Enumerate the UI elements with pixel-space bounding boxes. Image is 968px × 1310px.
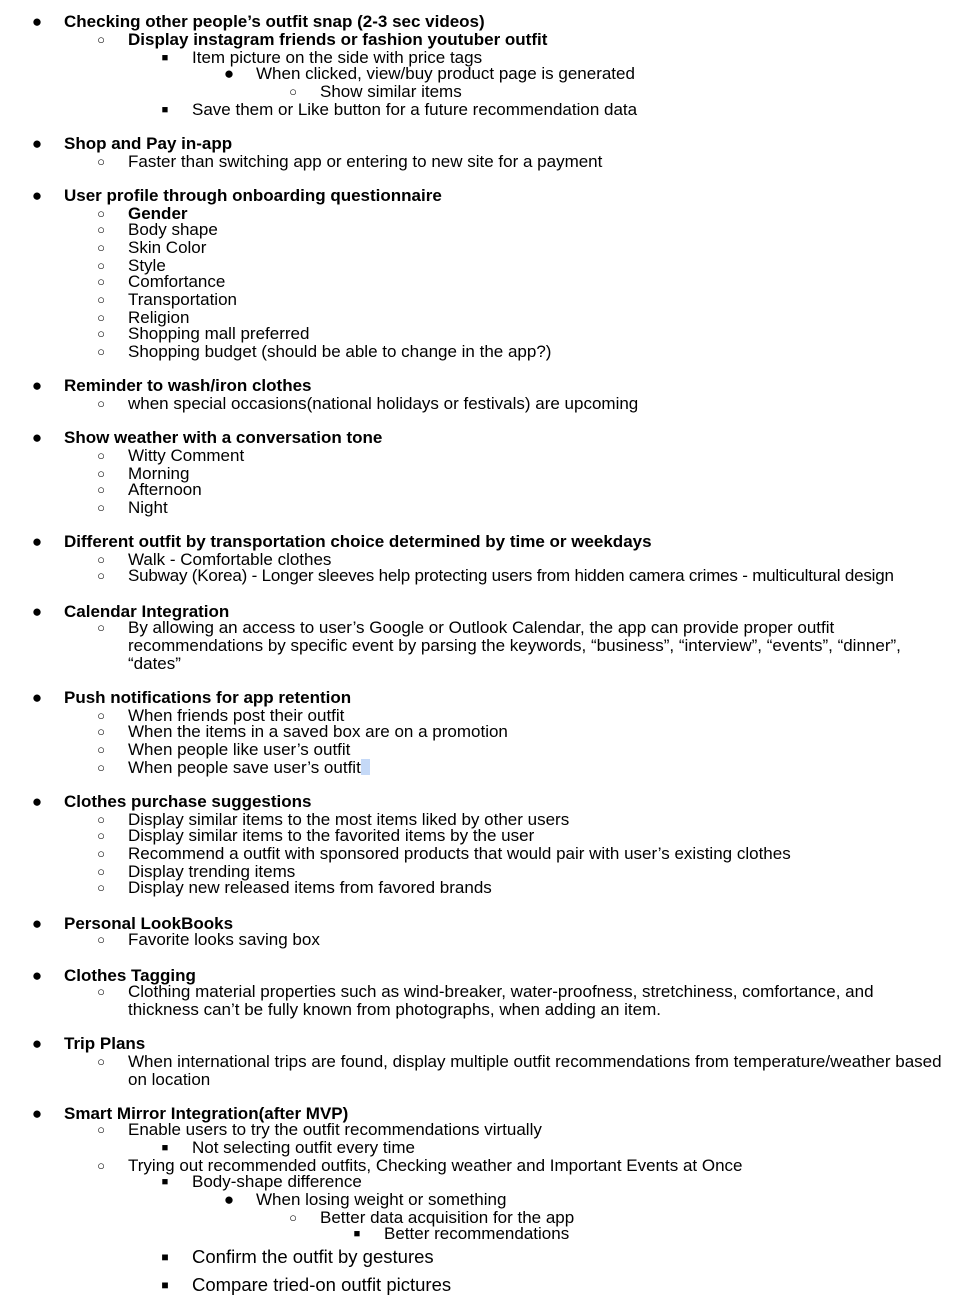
list-item: When people like user’s outfit [128,740,351,759]
circle-bullet-icon: ○ [97,1054,105,1069]
list-item: Comfortance [128,272,226,291]
list-item: Morning [128,464,190,483]
square-bullet-icon: ■ [161,104,169,116]
list-item: Recommend a outfit with sponsored products that would pair with user’s existing clothes [128,844,791,863]
disc-bullet-icon: ● [223,64,235,83]
list-item: Display instagram friends or fashion youtuber outfit [128,30,548,49]
circle-bullet-icon: ○ [97,326,105,341]
circle-bullet-icon: ○ [97,258,105,273]
circle-bullet-icon: ○ [97,292,105,307]
list-item: When friends post their outfit [128,706,345,725]
list-item: Walk - Comfortable clothes [128,550,332,569]
list-item: Witty Comment [128,446,245,465]
circle-bullet-icon: ○ [97,344,105,359]
circle-bullet-icon: ○ [97,864,105,879]
disc-bullet-icon: ● [31,792,43,811]
list-item-text: When people save user’s outfit [128,758,361,777]
circle-bullet-icon: ○ [97,828,105,843]
circle-bullet-icon: ○ [97,482,105,497]
section-title: User profile through onboarding questionnaire [64,186,442,205]
section-title: Trip Plans [64,1034,146,1053]
list-item: Show similar items [320,82,462,101]
list-item: By allowing an access to user’s Google or Outlook Calendar, the app can provide proper outfit recommendations by specific event by parsing the keywords, “business”, “interview”, “events”, “dinner”, “dates” [128,618,901,673]
list-item: Trying out recommended outfits, Checking weather and Important Events at Once [128,1156,743,1175]
circle-bullet-icon: ○ [97,448,105,463]
list-item: Transportation [128,290,237,309]
list-item: Clothing material properties such as wind-breaker, water-proofness, stretchiness, comfortance, and thickness can’t be fully known from photographs, when adding an item. [128,982,874,1019]
circle-bullet-icon: ○ [97,984,105,999]
list-item: Confirm the outfit by gestures [192,1246,434,1267]
circle-bullet-icon: ○ [97,32,105,47]
disc-bullet-icon: ● [31,12,43,31]
square-bullet-icon: ■ [161,1250,169,1264]
disc-bullet-icon: ● [31,532,43,551]
list-item: Save them or Like button for a future recommendation data [192,100,638,119]
circle-bullet-icon: ○ [97,760,105,775]
circle-bullet-icon: ○ [97,742,105,757]
list-item: Afternoon [128,480,202,499]
list-item: Style [128,256,166,275]
disc-bullet-icon: ● [31,966,43,985]
list-item: Night [128,498,168,517]
list-item: Body-shape difference [192,1172,362,1191]
circle-bullet-icon: ○ [97,154,105,169]
list-item: When the items in a saved box are on a promotion [128,722,508,741]
list-item: Religion [128,308,190,327]
list-item: Body shape [128,220,218,239]
list-item: Better recommendations [384,1224,570,1243]
circle-bullet-icon: ○ [97,396,105,411]
list-item: Display similar items to the favorited items by the user [128,826,535,845]
list-item: When international trips are found, display multiple outfit recommendations from temperature/weather based on location [128,1052,942,1089]
circle-bullet-icon: ○ [97,310,105,325]
square-bullet-icon: ■ [161,1142,169,1154]
disc-bullet-icon: ● [31,376,43,395]
list-item: Not selecting outfit every time [192,1138,415,1157]
section-title: Calendar Integration [64,602,230,621]
list-item: When losing weight or something [256,1190,507,1209]
circle-bullet-icon: ○ [97,466,105,481]
circle-bullet-icon: ○ [97,932,105,947]
section-title: Smart Mirror Integration(after MVP) [64,1104,349,1123]
section-title: Checking other people’s outfit snap (2-3 sec videos) [64,12,485,31]
disc-bullet-icon: ● [31,688,43,707]
disc-bullet-icon: ● [31,428,43,447]
section-title: Personal LookBooks [64,914,234,933]
circle-bullet-icon: ○ [97,274,105,289]
disc-bullet-icon: ● [223,1190,235,1209]
disc-bullet-icon: ● [31,1104,43,1123]
list-item: Skin Color [128,238,207,257]
circle-bullet-icon: ○ [97,568,105,583]
list-item: Display similar items to the most items liked by other users [128,810,570,829]
circle-bullet-icon: ○ [97,222,105,237]
square-bullet-icon: ■ [161,52,169,64]
circle-bullet-icon: ○ [97,206,105,221]
list-item: Subway (Korea) - Longer sleeves help protecting users from hidden camera crimes - multicultural design [128,566,894,585]
circle-bullet-icon: ○ [97,1122,105,1137]
list-item: Favorite looks saving box [128,930,320,949]
section-title: Clothes Tagging [64,966,196,985]
list-item: Better data acquisition for the app [320,1208,575,1227]
section-title: Push notifications for app retention [64,688,352,707]
list-item: Faster than switching app or entering to new site for a payment [128,152,603,171]
list-item: Gender [128,204,188,223]
section-title: Different outfit by transportation choice determined by time or weekdays [64,532,652,551]
circle-bullet-icon: ○ [97,708,105,723]
list-item: Enable users to try the outfit recommendations virtually [128,1120,542,1139]
section-title: Show weather with a conversation tone [64,428,383,447]
square-bullet-icon: ■ [161,1176,169,1188]
list-item: Shopping mall preferred [128,324,310,343]
circle-bullet-icon: ○ [97,500,105,515]
disc-bullet-icon: ● [31,1034,43,1053]
circle-bullet-icon: ○ [289,84,297,99]
circle-bullet-icon: ○ [97,812,105,827]
circle-bullet-icon: ○ [97,724,105,739]
disc-bullet-icon: ● [31,186,43,205]
list-item-with-cursor[interactable] [128,759,370,777]
text-selection-cursor [361,759,370,775]
square-bullet-icon: ■ [161,1278,169,1292]
circle-bullet-icon: ○ [97,240,105,255]
list-item: Display trending items [128,862,296,881]
section-title: Clothes purchase suggestions [64,792,312,811]
disc-bullet-icon: ● [31,134,43,153]
square-bullet-icon: ■ [353,1228,361,1240]
disc-bullet-icon: ● [31,914,43,933]
circle-bullet-icon: ○ [97,1158,105,1173]
section-title: Shop and Pay in-app [64,134,233,153]
circle-bullet-icon: ○ [97,880,105,895]
circle-bullet-icon: ○ [97,552,105,567]
section-title: Reminder to wash/iron clothes [64,376,312,395]
list-item: Shopping budget (should be able to change in the app?) [128,342,552,361]
circle-bullet-icon: ○ [289,1210,297,1225]
list-item: Item picture on the side with price tags [192,48,483,67]
list-item: Compare tried-on outfit pictures [192,1274,452,1295]
list-item: when special occasions(national holidays or festivals) are upcoming [128,394,639,413]
disc-bullet-icon: ● [31,602,43,621]
circle-bullet-icon: ○ [97,620,105,635]
list-item: Display new released items from favored brands [128,878,492,897]
circle-bullet-icon: ○ [97,846,105,861]
list-item: When clicked, view/buy product page is generated [256,64,635,83]
